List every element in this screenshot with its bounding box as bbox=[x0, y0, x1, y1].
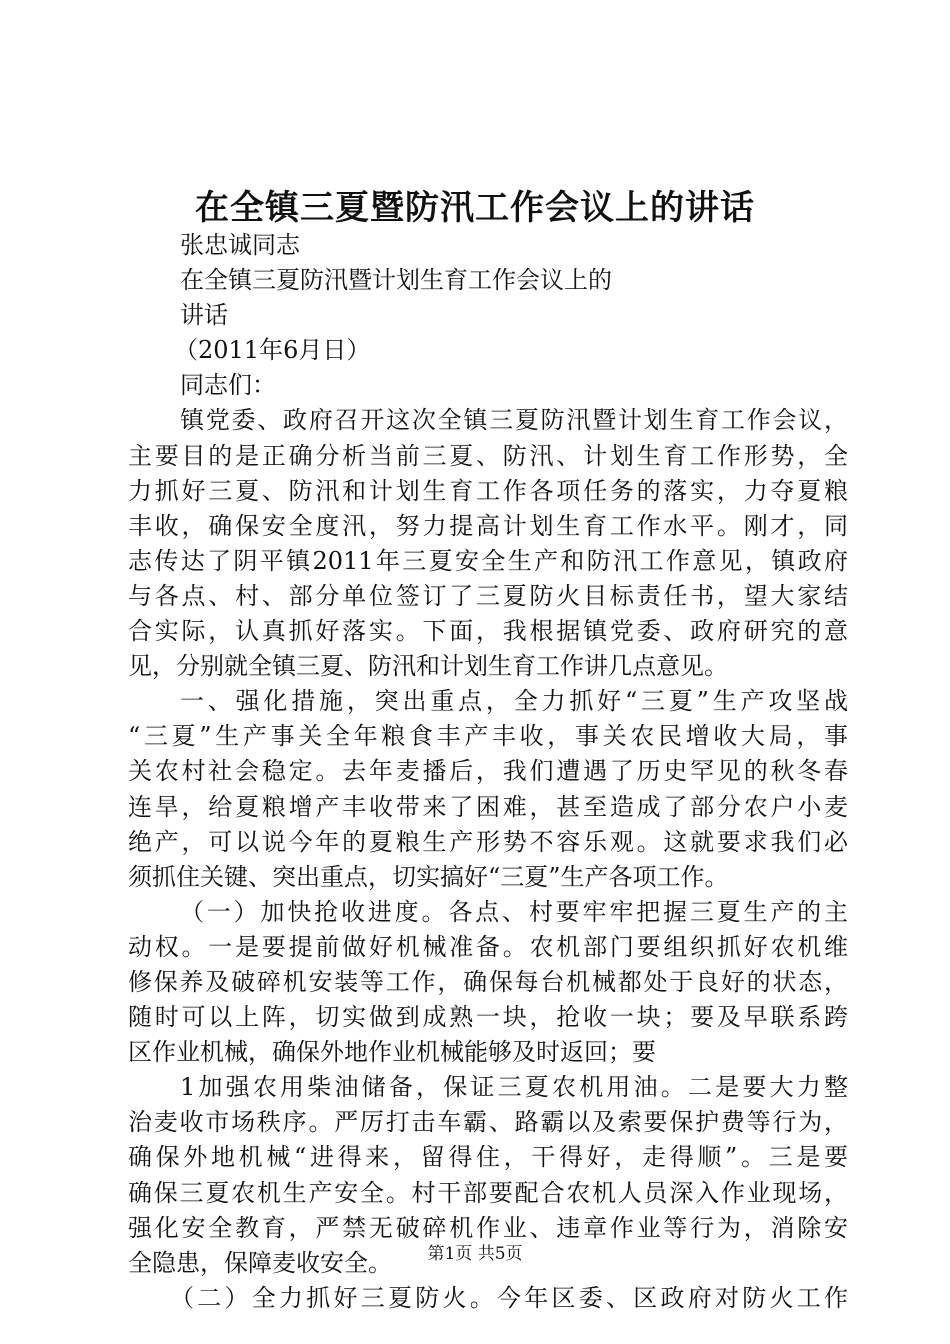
body-line: 区作业机械，确保外地作业机械能够及时返回；要 bbox=[128, 1038, 656, 1067]
body-line: 1加强农用柴油储备，保证三夏农机用油。二是要大力整 bbox=[180, 1073, 848, 1102]
body-line: 与各点、村、部分单位签订了三夏防火目标责任书，望大家结 bbox=[128, 581, 848, 610]
body-line: 关农村社会稳定。去年麦播后，我们遭遇了历史罕见的秋冬春 bbox=[128, 757, 848, 786]
body-line: 治麦收市场秩序。严厉打击车霸、路霸以及索要保护费等行为， bbox=[128, 1108, 848, 1137]
body-line: 随时可以上阵，切实做到成熟一块，抢收一块；要及早联系跨 bbox=[128, 1003, 848, 1032]
body-line: 张忠诚同志 bbox=[180, 231, 300, 259]
body-line: 修保养及破碎机安装等工作，确保每台机械都处于良好的状态， bbox=[128, 967, 848, 996]
body-line: 全隐患，保障麦收安全。 bbox=[128, 1248, 392, 1277]
body-line: 确保三夏农机生产安全。村干部要配合农机人员深入作业现场， bbox=[128, 1178, 848, 1207]
body-line: 讲话 bbox=[180, 301, 228, 330]
body-line: 强化安全教育，严禁无破碎机作业、违章作业等行为，消除安 bbox=[128, 1213, 848, 1242]
body-line: 绝产，可以说今年的夏粮生产形势不容乐观。这就要求我们必 bbox=[128, 827, 848, 856]
page-footer: 第1页 共5页 bbox=[427, 1244, 523, 1264]
body-line: 丰收，确保安全度汛，努力提高计划生育工作水平。刚才，同 bbox=[128, 511, 848, 540]
body-line: “三夏”生产事关全年粮食丰产丰收，事关农民增收大局，事 bbox=[128, 722, 848, 751]
body-line: 一、强化措施，突出重点，全力抓好“三夏”生产攻坚战 bbox=[180, 687, 848, 716]
body-line: 志传达了阴平镇2011年三夏安全生产和防汛工作意见，镇政府 bbox=[128, 546, 848, 575]
body-line: 在全镇三夏防汛暨计划生育工作会议上的 bbox=[180, 266, 612, 295]
body-line: 须抓住关键、突出重点，切实搞好“三夏”生产各项工作。 bbox=[128, 862, 729, 891]
body-line: 动权。一是要提前做好机械准备。农机部门要组织抓好农机维 bbox=[128, 932, 848, 961]
body-line: 主要目的是正确分析当前三夏、防汛、计划生育工作形势，全 bbox=[128, 441, 848, 470]
body-line: 合实际，认真抓好落实。下面，我根据镇党委、政府研究的意 bbox=[128, 617, 848, 646]
body-line: 镇党委、政府召开这次全镇三夏防汛暨计划生育工作会议， bbox=[180, 406, 848, 435]
body-line: 力抓好三夏、防汛和计划生育工作各项任务的落实，力夺夏粮 bbox=[128, 476, 848, 505]
body-line: 同志们： bbox=[180, 371, 276, 400]
body-line: （2011年6月日） bbox=[174, 336, 371, 365]
body-line: （一）加快抢收进度。各点、村要牢牢把握三夏生产的主 bbox=[180, 897, 848, 926]
document-title: 在全镇三夏暨防汛工作会议上的讲话 bbox=[195, 188, 755, 228]
body-line: 确保外地机械“进得来，留得住，干得好，走得顺”。三是要 bbox=[128, 1143, 848, 1172]
body-line: （二）全力抓好三夏防火。今年区委、区政府对防火工作 bbox=[170, 1283, 848, 1312]
body-line: 见，分别就全镇三夏、防汛和计划生育工作讲几点意见。 bbox=[128, 652, 728, 681]
document-body bbox=[128, 228, 848, 1316]
body-line: 连旱，给夏粮增产丰收带来了困难，甚至造成了部分农户小麦 bbox=[128, 792, 848, 821]
